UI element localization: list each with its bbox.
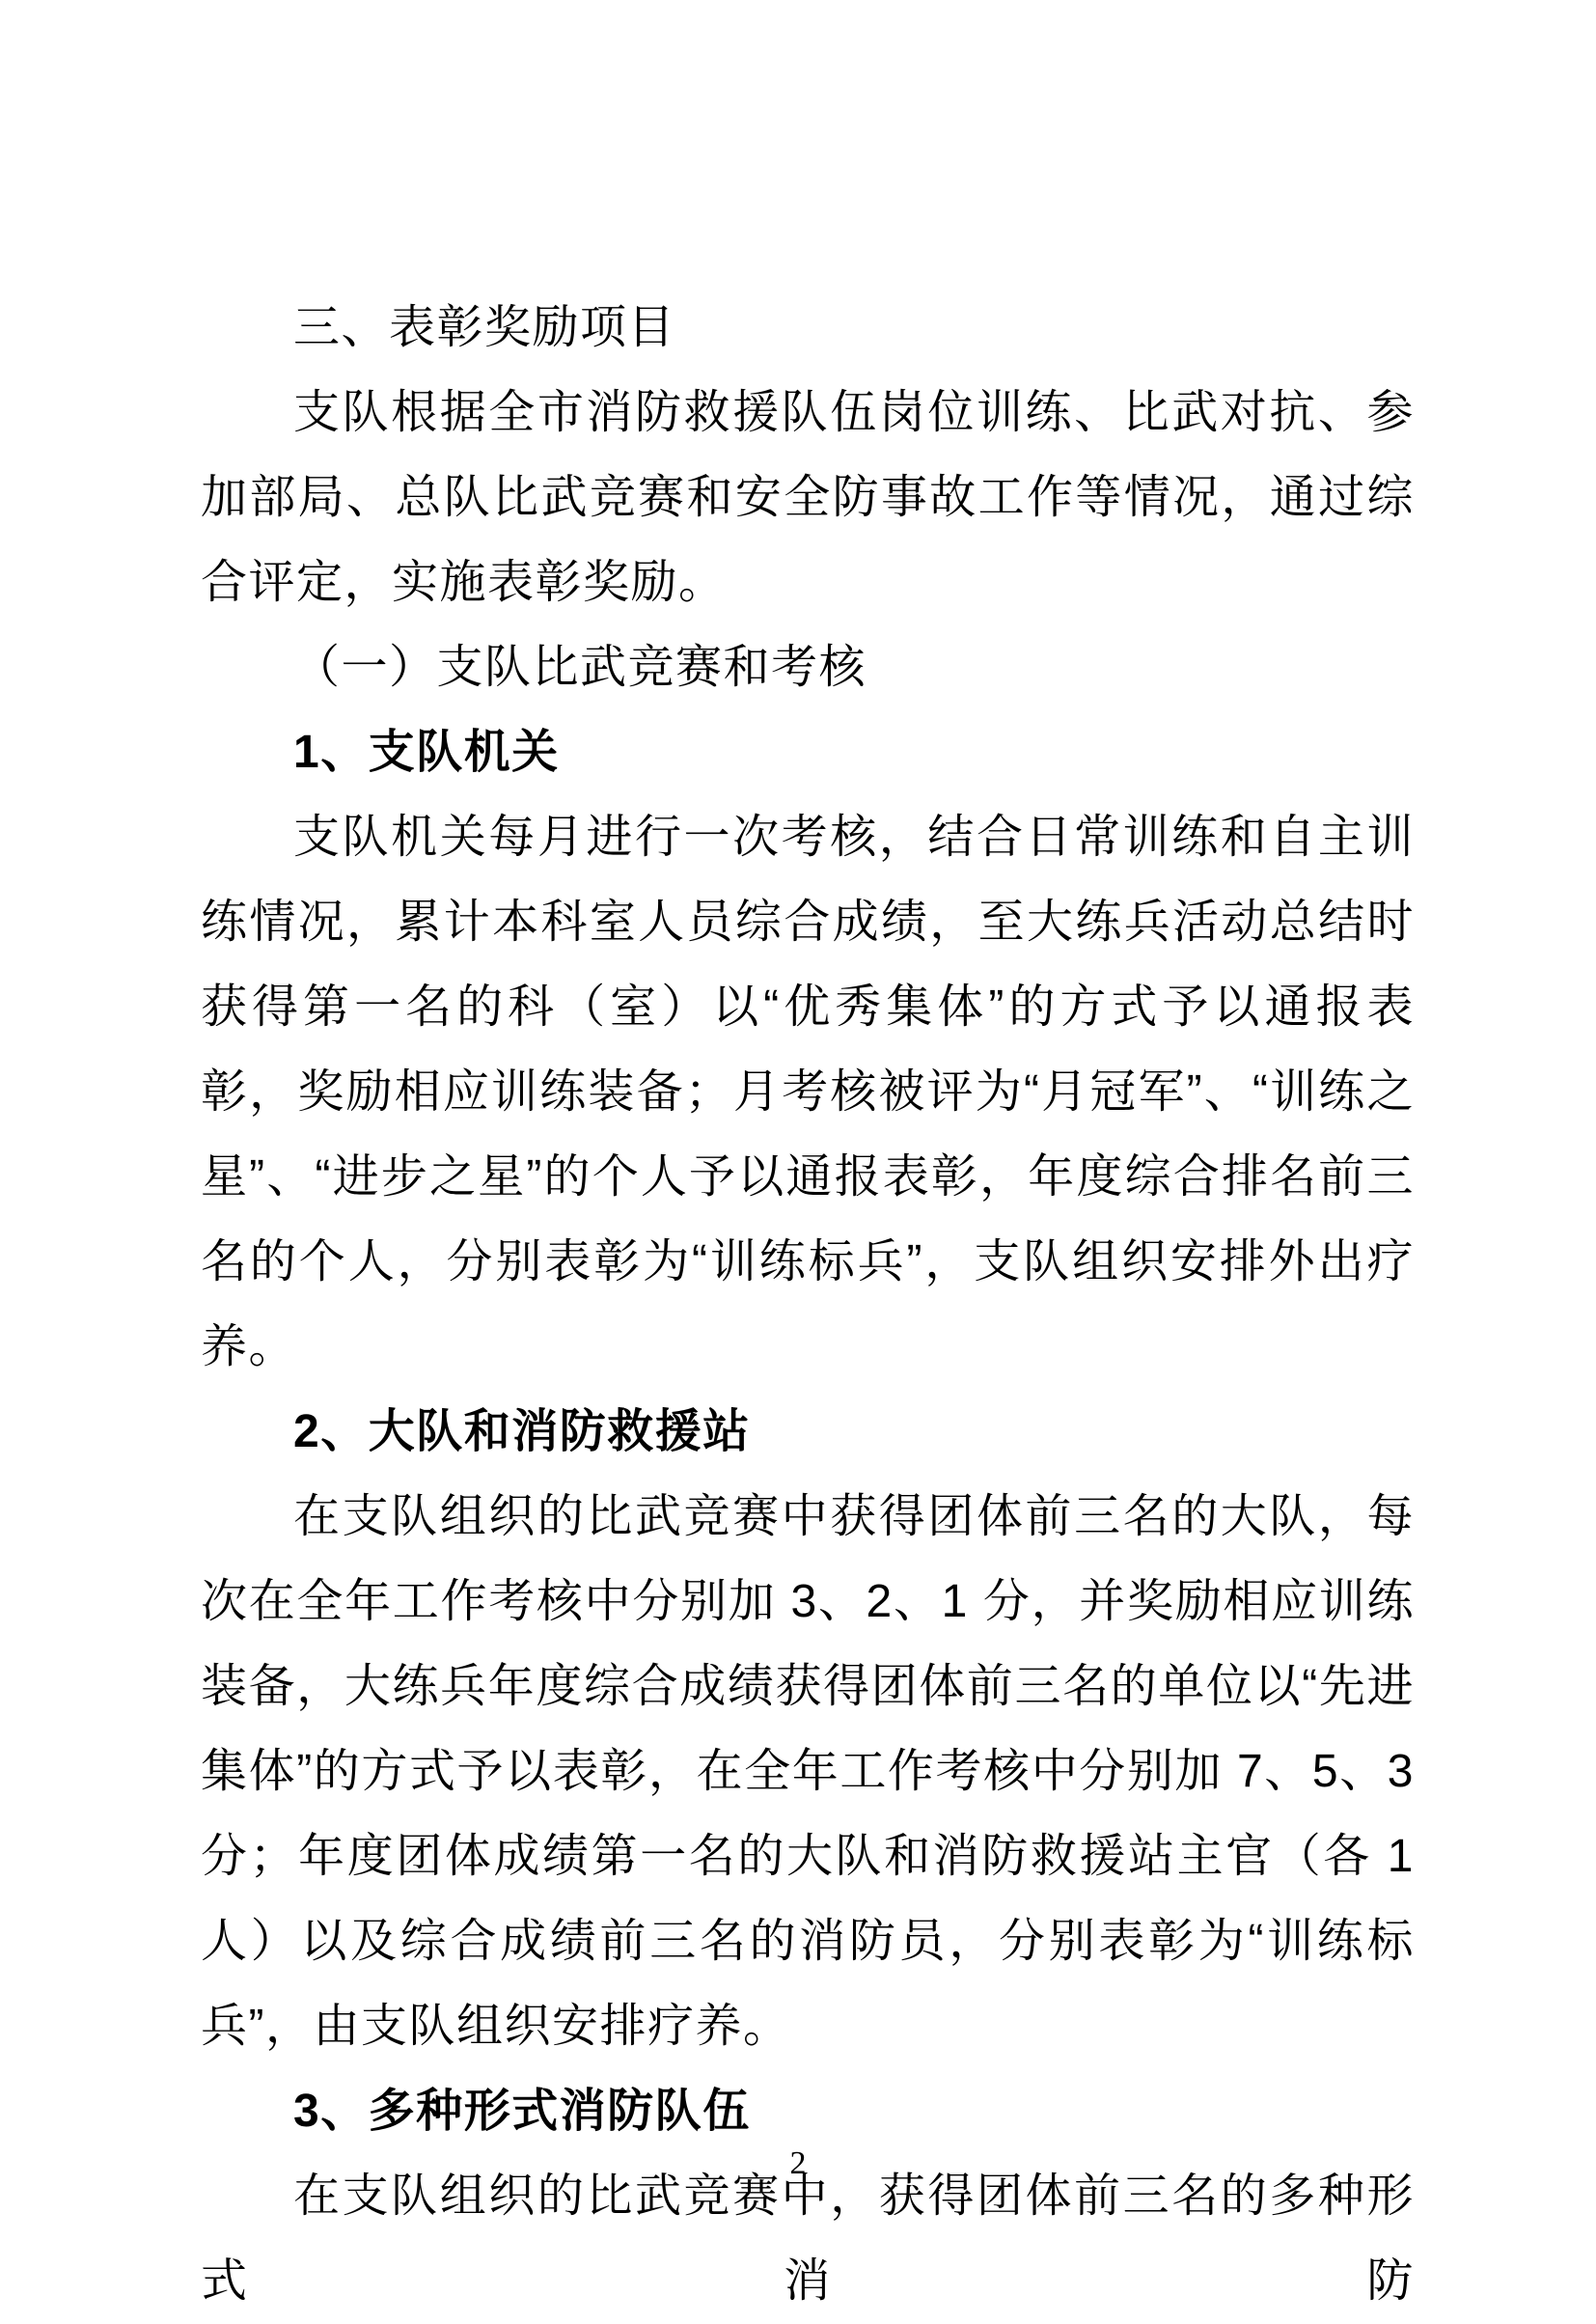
item-heading-1: 1、支队机关 bbox=[293, 727, 560, 778]
paragraph-item-1: 支队机关每月进行一次考核，结合日常训练和自主训练情况，累计本科室人员综合成绩，至大练兵活动总结时获得第一名的科（室）以“优秀集体”的方式予以通报表彰，奖励相应训练装备；月考核被评为“月冠军”、“训练之星”、“进步之星”的个人予以通报表彰，年度综合排名前三名的个人，分别表彰为“训练标兵”，支队组织安排外出疗养。 bbox=[201, 812, 1415, 1372]
item-heading-3: 3、多种形式消防队伍 bbox=[293, 2086, 751, 2137]
paragraph-intro: 支队根据全市消防救援队伍岗位训练、比武对抗、参加部局、总队比武竞赛和安全防事故工作等情况，通过综合评定，实施表彰奖励。 bbox=[201, 387, 1415, 608]
section-title: 三、表彰奖励项目 bbox=[293, 302, 676, 353]
paragraph-item-2: 在支队组织的比武竞赛中获得团体前三名的大队，每次在全年工作考核中分别加 3、2、1 分，并奖励相应训练装备，大练兵年度综合成绩获得团体前三名的单位以“先进集体”的方式予以表彰，在全年工作考核中分别加 7、5、3 分；年度团体成绩第一名的大队和消防救援站主官（各 1 人）以及综合成绩前三名的消防员，分别表彰为“训练标兵”，由支队组织安排疗养。 bbox=[201, 1491, 1415, 2052]
page-number: 2 bbox=[789, 2145, 807, 2181]
subsection-title: （一）支队比武竞赛和考核 bbox=[293, 642, 867, 693]
item-heading-2: 2、大队和消防救援站 bbox=[293, 1406, 751, 1457]
document-body bbox=[201, 286, 1415, 2324]
paragraph-item-3-truncated: 在支队组织的比武竞赛中，获得团体前三名的多种形式消防 bbox=[201, 2171, 1415, 2307]
